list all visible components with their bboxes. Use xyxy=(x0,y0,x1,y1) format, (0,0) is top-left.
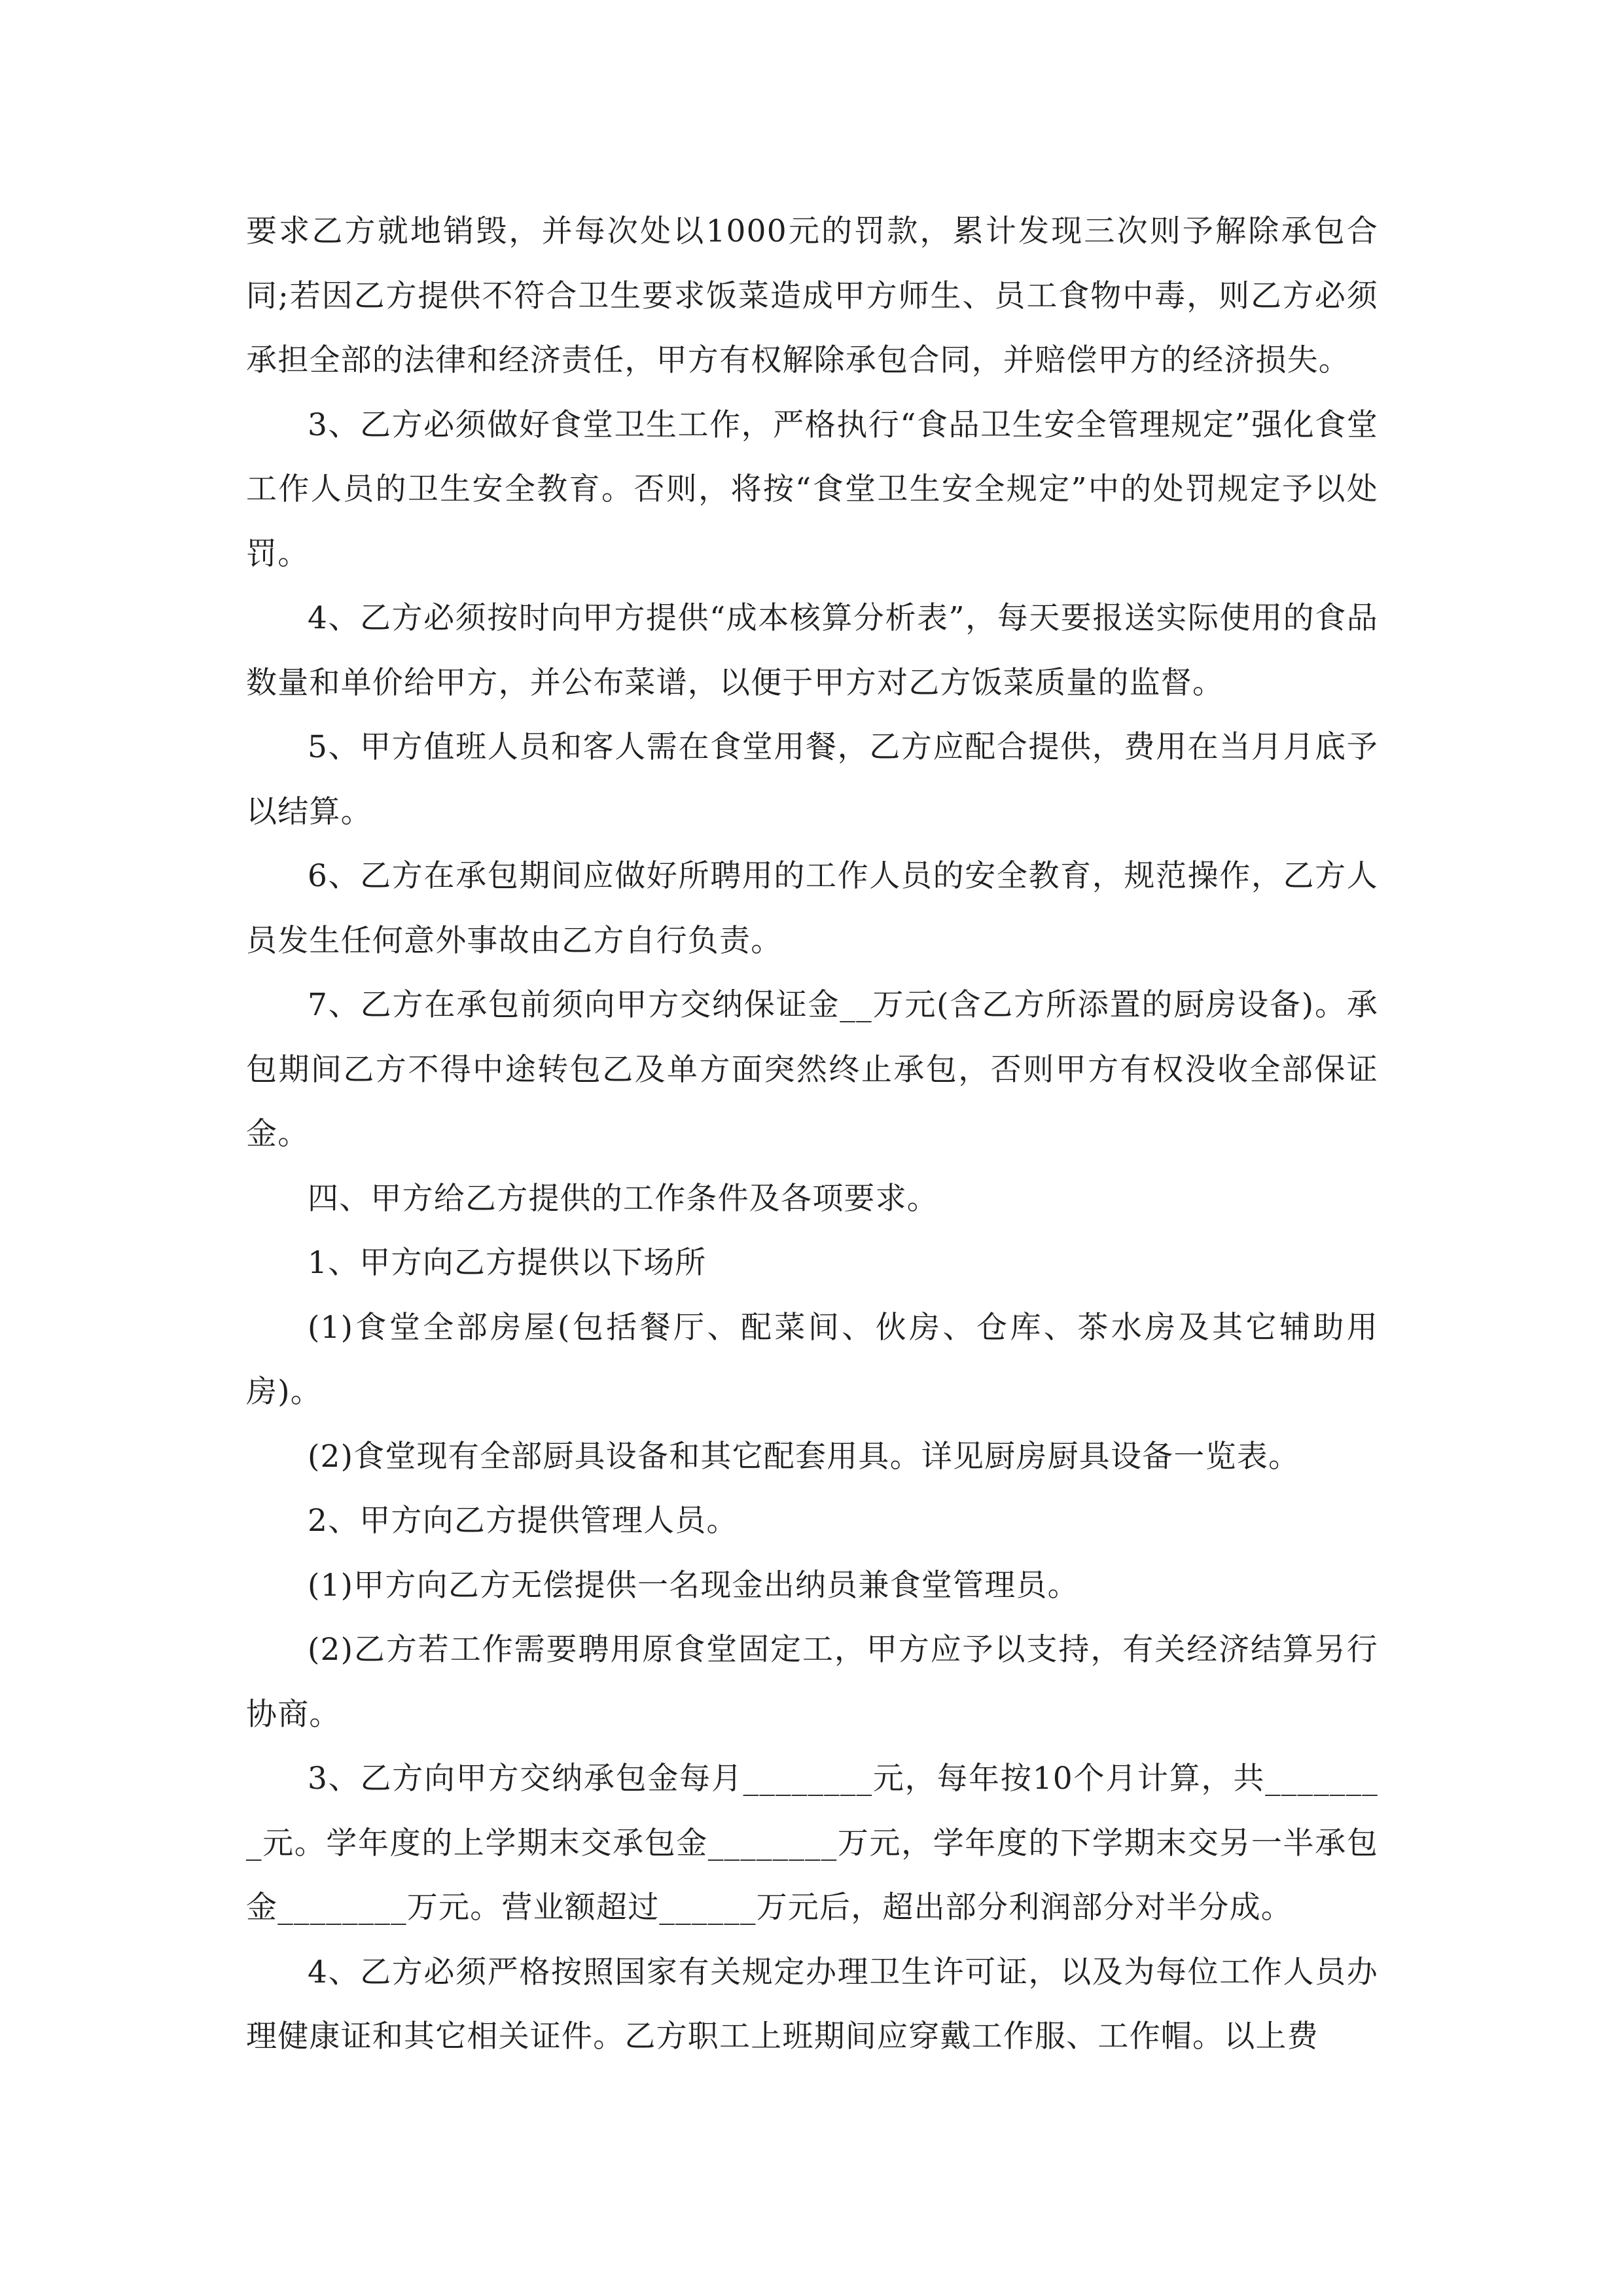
paragraph-food-safety-penalty: 要求乙方就地销毁，并每次处以1000元的罚款，累计发现三次则予解除承包合同;若因乙方提供不符合卫生要求饭菜造成甲方师生、员工食物中毒，则乙方必须承担全部的法律和经济责任，甲方有权解除承包合同，并赔偿甲方的经济损失。 xyxy=(246,213,1378,378)
paragraph-contract-fee: 3、乙方向甲方交纳承包金每月________元，每年按10个月计算，共________元。学年度的上学期末交承包金________万元，学年度的下学期末交另一半承包金________万元。营业额超过______万元后，超出部分利润部分对半分成。 xyxy=(246,1761,1378,1926)
paragraph-item-3-hygiene: 3、乙方必须做好食堂卫生工作，严格执行“食品卫生安全管理规定”强化食堂工作人员的卫生安全教育。否则，将按“食堂卫生安全规定”中的处罚规定予以处罚。 xyxy=(246,406,1378,572)
paragraph-cashier: (1)甲方向乙方无偿提供一名现金出纳员兼食堂管理员。 xyxy=(308,1567,1079,1604)
paragraph-item-7-deposit: 7、乙方在承包前须向甲方交纳保证金__万元(含乙方所添置的厨房设备)。承包期间乙方不得中途转包乙及单方面突然终止承包，否则甲方有权没收全部保证金。 xyxy=(246,987,1378,1152)
paragraph-item-6-safety-education: 6、乙方在承包期间应做好所聘用的工作人员的安全教育，规范操作，乙方人员发生任何意外事故由乙方自行负责。 xyxy=(246,858,1378,959)
paragraph-health-permits: 4、乙方必须严格按照国家有关规定办理卫生许可证，以及为每位工作人员办理健康证和其它相关证件。乙方职工上班期间应穿戴工作服、工作帽。以上费 xyxy=(246,1954,1378,2054)
paragraph-provide-managers: 2、甲方向乙方提供管理人员。 xyxy=(308,1503,738,1539)
document-body xyxy=(246,200,1378,2070)
paragraph-fixed-workers: (2)乙方若工作需要聘用原食堂固定工，甲方应予以支持，有关经济结算另行协商。 xyxy=(246,1632,1378,1732)
paragraph-premises-rooms: (1)食堂全部房屋(包括餐厅、配菜间、伙房、仓库、茶水房及其它辅助用房)。 xyxy=(246,1309,1378,1410)
paragraph-item-4-cost-report: 4、乙方必须按时向甲方提供“成本核算分析表”，每天要报送实际使用的食品数量和单价给甲方，并公布菜谱，以便于甲方对乙方饭菜质量的监督。 xyxy=(246,600,1378,701)
paragraph-item-5-staff-meals: 5、甲方值班人员和客人需在食堂用餐，乙方应配合提供，费用在当月月底予以结算。 xyxy=(246,729,1378,830)
paragraph-provide-premises: 1、甲方向乙方提供以下场所 xyxy=(308,1245,707,1281)
section-heading-four: 四、甲方给乙方提供的工作条件及各项要求。 xyxy=(308,1180,938,1217)
paragraph-premises-equipment: (2)食堂现有全部厨具设备和其它配套用具。详见厨房厨具设备一览表。 xyxy=(308,1438,1300,1475)
